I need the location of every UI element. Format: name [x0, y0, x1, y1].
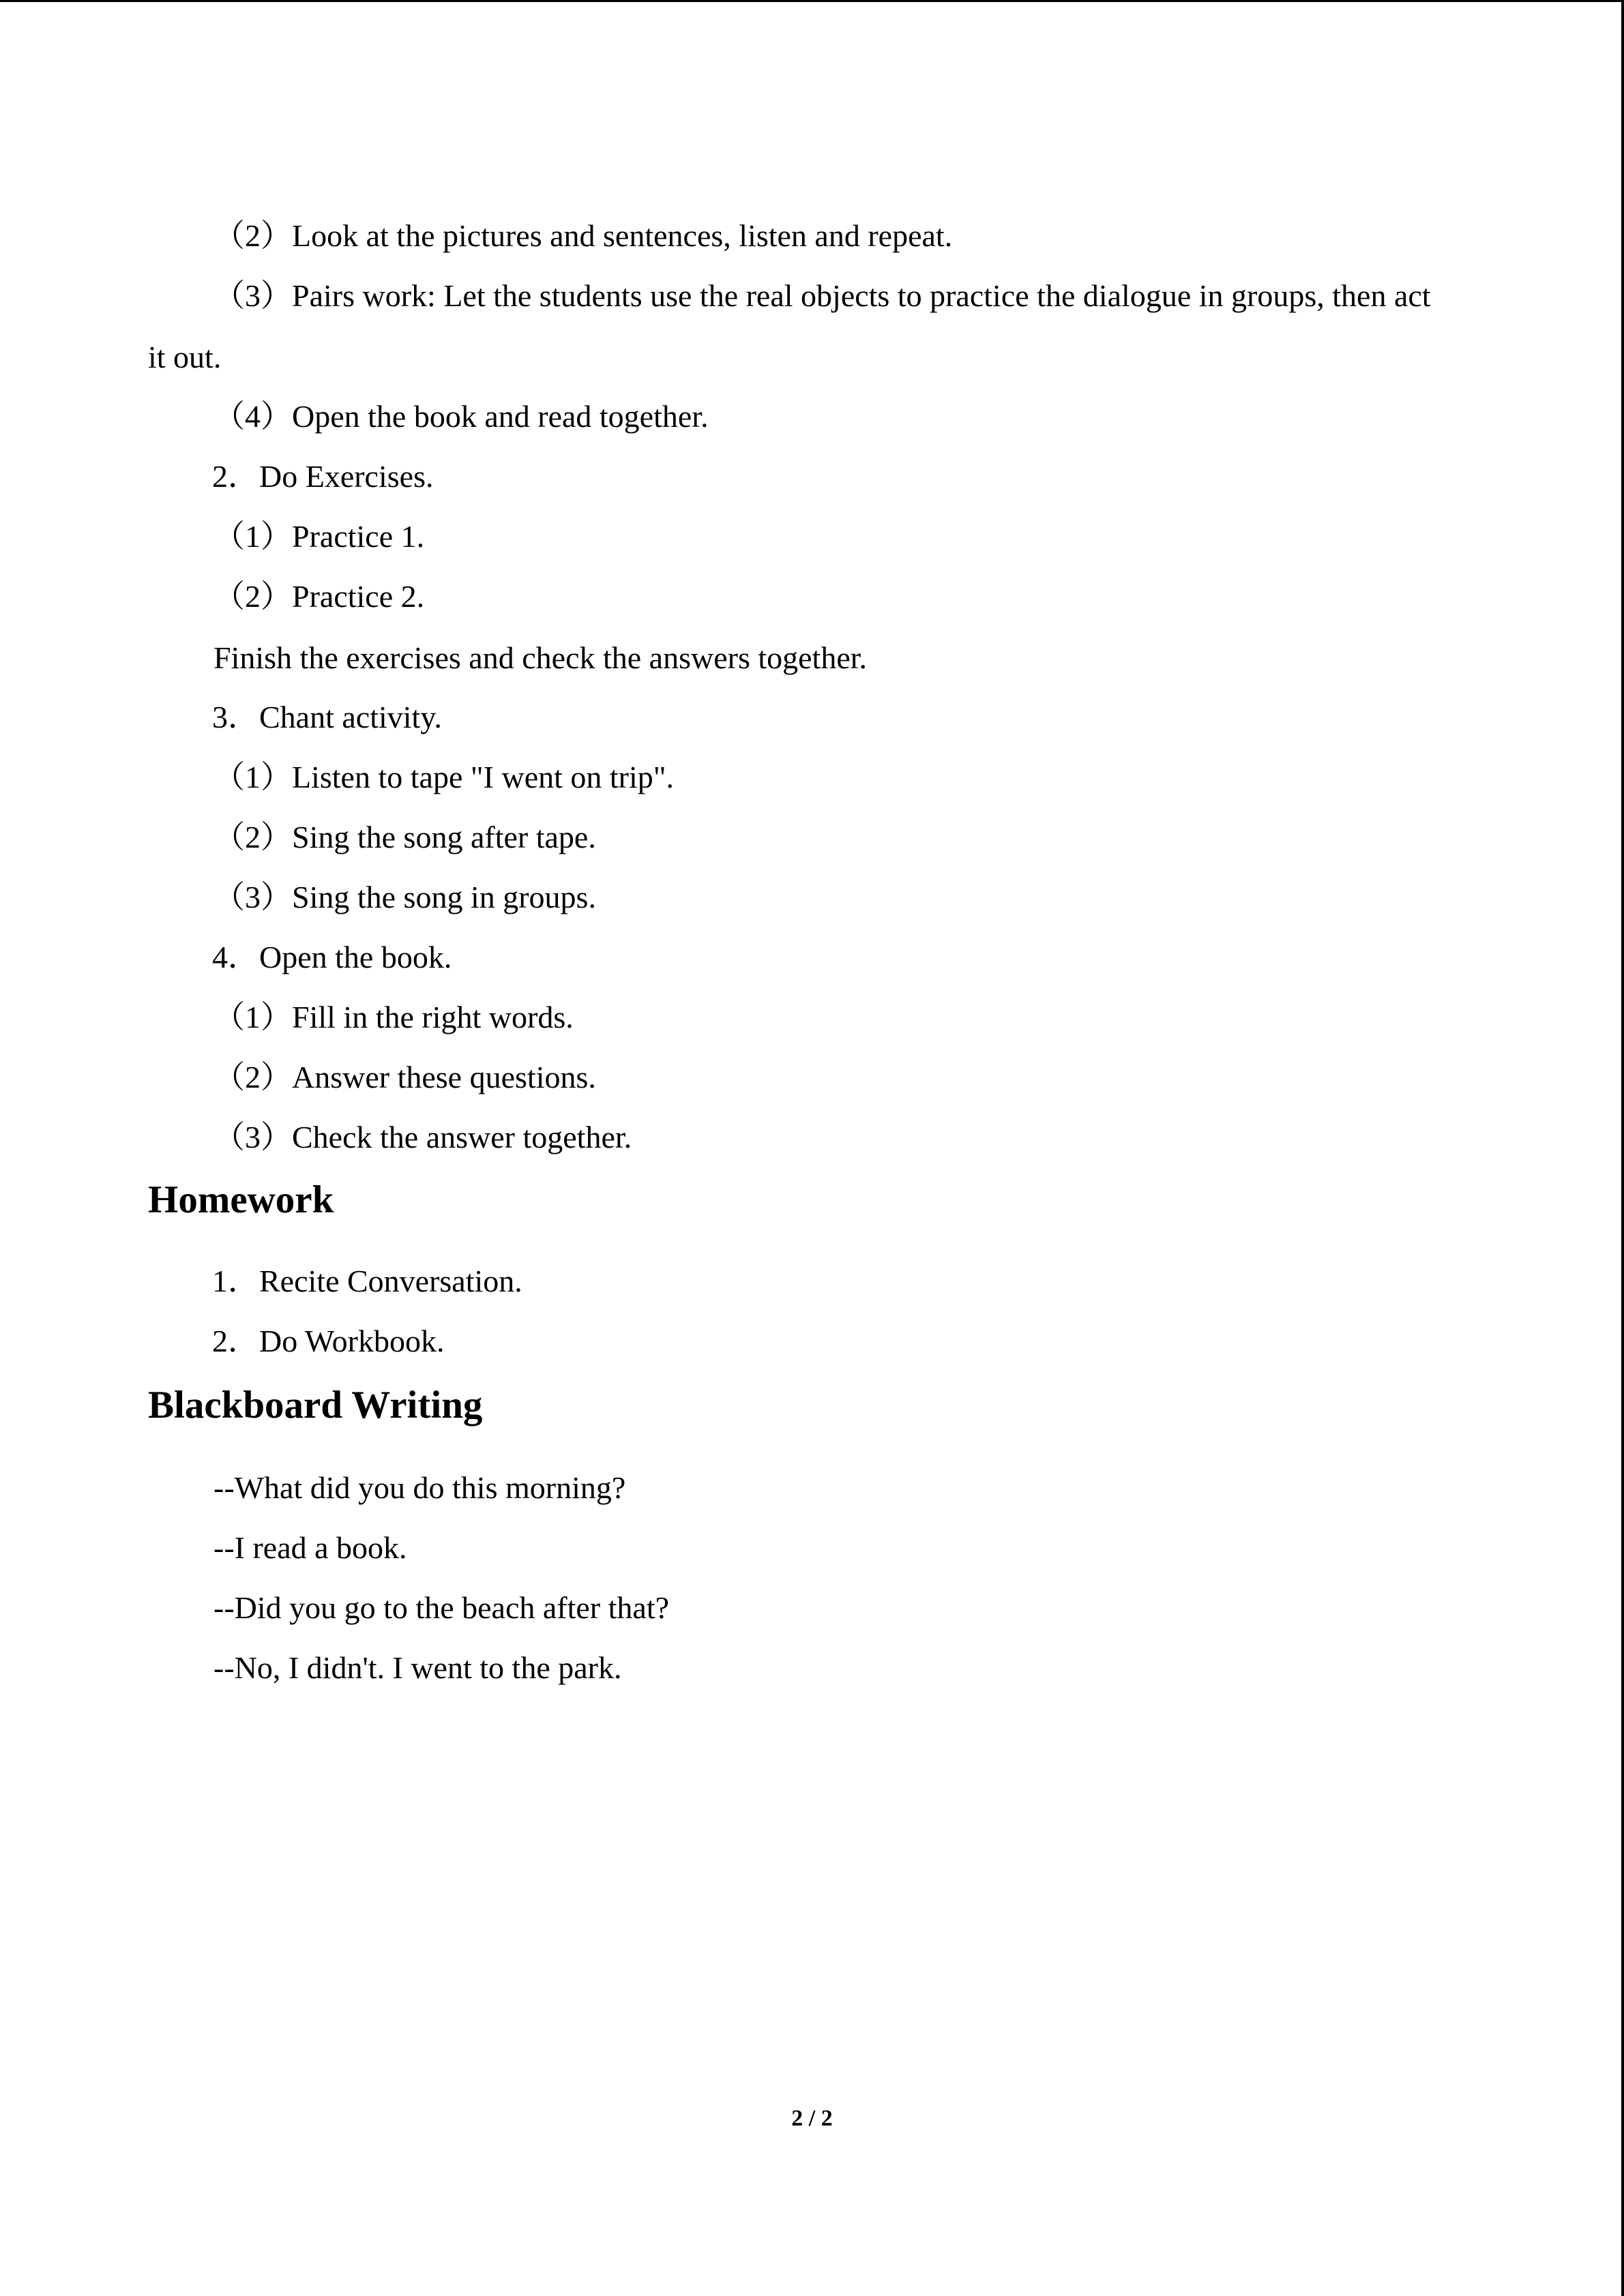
blackboard-writing-heading: Blackboard Writing: [148, 1384, 483, 1427]
paragraph-step-4: （4）Open the book and read together.: [213, 399, 709, 434]
exercise-practice-1: （1）Practice 1.: [213, 519, 425, 554]
section-do-exercises: 2．Do Exercises.: [212, 459, 434, 494]
page-number: 2 / 2: [791, 2106, 833, 2131]
book-step-1: （1）Fill in the right words.: [213, 1000, 574, 1034]
paragraph-step-3-continued: it out.: [148, 340, 222, 374]
homework-item: 1．Recite Conversation.: [212, 1264, 522, 1298]
page-border-top: [0, 0, 1624, 2]
paragraph-step-2: （2）Look at the pictures and sentences, listen and repeat.: [213, 218, 953, 253]
chant-step-3: （3）Sing the song in groups.: [213, 880, 596, 914]
book-step-2: （2）Answer these questions.: [213, 1060, 596, 1094]
page-border-right: [1621, 0, 1624, 2296]
homework-item: 2．Do Workbook.: [212, 1324, 445, 1358]
book-step-3: （3）Check the answer together.: [213, 1120, 632, 1154]
section-open-book: 4．Open the book.: [212, 940, 452, 974]
paragraph-step-3: （3）Pairs work: Let the students use the real objects to practice the dialogue in groups, then act: [213, 278, 1431, 313]
blackboard-line: --What did you do this morning?: [213, 1470, 626, 1505]
exercise-practice-2: （2）Practice 2.: [213, 579, 425, 614]
exercise-instructions: Finish the exercises and check the answers together.: [213, 640, 868, 675]
homework-heading: Homework: [148, 1178, 334, 1221]
chant-step-1: （1）Listen to tape "I went on trip".: [213, 760, 675, 794]
blackboard-line: --No, I didn't. I went to the park.: [213, 1650, 622, 1685]
section-chant-activity: 3．Chant activity.: [212, 700, 442, 734]
blackboard-line: --Did you go to the beach after that?: [213, 1590, 670, 1625]
blackboard-line: --I read a book.: [213, 1530, 407, 1565]
chant-step-2: （2）Sing the song after tape.: [213, 820, 596, 854]
